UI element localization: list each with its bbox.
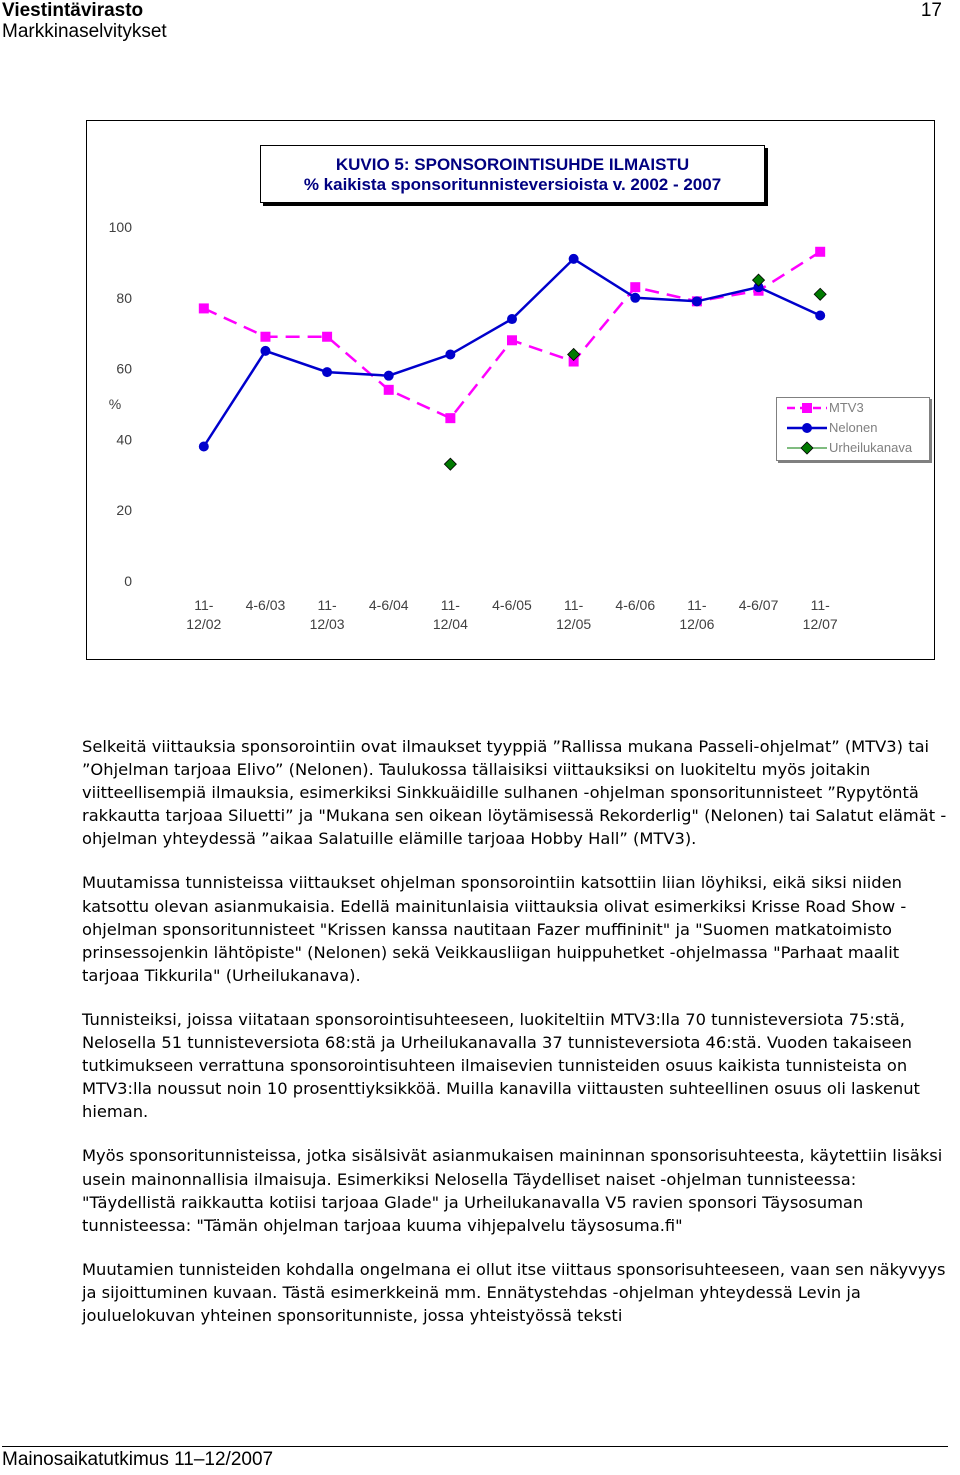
nelonen-point	[569, 254, 579, 264]
nelonen-point	[384, 371, 394, 381]
nelonen-point	[507, 314, 517, 324]
paragraph: Tunnisteiksi, joissa viitataan sponsorointisuhteeseen, luokiteltiin MTV3:lla 70 tunnisteversiota 75:stä, Nelosella 51 tunnisteversiota 68:stä ja Urheilukanavalla 37 tunnisteversiota 46:stä. Vuoden takaiseen tutkimukseen verrattuna sponsorointisuhteen ilmaisevien tunnisteiden osuus kaikista tunnisteista on MTV3:lla noussut noin 10 prosenttiyksikköä. Muilla kanavilla viittausten suhteellinen osuus oli laskenut hieman.	[82, 1009, 920, 1122]
nelonen-series-line	[204, 259, 820, 447]
footer-divider	[2, 1446, 948, 1447]
mtv3-series-line	[204, 252, 820, 418]
mtv3-point	[815, 247, 825, 257]
mtv3-point	[445, 413, 455, 423]
mtv3-point	[260, 332, 270, 342]
mtv3-point	[630, 282, 640, 292]
y-tick-label: 20	[116, 502, 132, 519]
nelonen-point	[815, 311, 825, 321]
organization-name: Viestintävirasto	[2, 0, 144, 21]
x-tick-label: 12/06	[679, 616, 715, 632]
x-tick-label: 4-6/03	[245, 597, 286, 613]
nelonen-marker-icon	[787, 418, 827, 438]
legend-item-urheilukanava	[777, 438, 929, 458]
x-tick-label: 11-	[564, 597, 584, 613]
nelonen-point	[692, 296, 702, 306]
y-tick-label: 0	[124, 573, 132, 589]
paragraph: Selkeitä viittauksia sponsorointiin ovat ilmaukset tyyppiä ”Rallissa mukana Passeli-ohjelmat” (MTV3) tai ”Ohjelman tarjoaa Elivo” (Nelonen). Taulukossa tällaisiksi viittauksiksi on luokiteltu myös joitakin viitteellisempiä ilmauksia, esimerkiksi Sinkkuäidille sulhanen -ohjelman sponsoritunnisteet ”Rypytöntä rakkautta tarjoaa Siluetti” ja "Mukana sen oikean löytämisessä Rekorderlig" (Nelonen) tai Salatut elämät -ohjelman yhteydessä ”aikaa Salatuille elämille tarjoaa Hobby Hall” (MTV3).	[82, 737, 947, 849]
nelonen-point	[199, 441, 209, 451]
mtv3-point	[199, 303, 209, 313]
nelonen-point	[630, 293, 640, 303]
x-tick-label: 12/02	[186, 616, 222, 632]
paragraph: Myös sponsoritunnisteissa, jotka sisälsivät asianmukaisen maininnan sponsorisuhteesta, käytettiin lisäksi usein mainonnallisia ilmaisuja. Esimerkiksi Nelosella Täydelliset naiset -ohjelman tunnisteessa: "Täydellistä raikkautta kotiisi tarjoaa Glade" ja Urheilukanavalla V5 ravien sponsori Täysosuman tunnisteessa: "Tämän ohjelman tarjoaa kuuma vihjepalvelu täysosuma.fi"	[82, 1146, 943, 1235]
x-tick-label: 11-	[687, 597, 707, 613]
x-tick-label: 12/03	[309, 616, 345, 632]
y-tick-label: 40	[116, 431, 132, 448]
chart-title	[260, 145, 765, 203]
x-tick-label: 11-	[810, 597, 830, 613]
x-tick-label: 11-	[440, 597, 460, 613]
x-tick-label: 4-6/04	[368, 597, 409, 613]
x-tick-label: 11-	[317, 597, 337, 613]
x-tick-label: 12/07	[802, 616, 838, 632]
chart-legend	[776, 397, 930, 461]
chart-title-line-2: % kaikista sponsoritunnisteversioista v. 2002 - 2007	[303, 175, 722, 194]
legend-label: Urheilukanava	[829, 440, 913, 455]
nelonen-point	[322, 367, 332, 377]
legend-item-nelonen	[777, 418, 929, 438]
urheilukanava-point	[444, 458, 456, 470]
paragraph: Muutamien tunnisteiden kohdalla ongelmana ei ollut itse viittaus sponsorisuhteeseen, vaan sen näkyvyys ja sijoittuminen kuvaan. Tästä esimerkkeinä mm. Ennätystehdas -ohjelman yhteydessä Levin ja jouluelokuvan yhteinen sponsoritunniste, jossa yhteistyössä teksti	[82, 1259, 946, 1325]
y-tick-label: 60	[116, 360, 132, 377]
x-tick-label: 4-6/07	[738, 597, 779, 613]
mtv3-marker-icon	[787, 398, 827, 418]
nelonen-point	[445, 349, 455, 359]
chart-title-line-1: KUVIO 5: SPONSOROINTISUHDE ILMAISTU	[335, 155, 690, 174]
urheilukanava-marker-icon	[787, 438, 827, 458]
chart-frame	[86, 120, 935, 660]
body-text	[82, 735, 952, 1348]
y-axis-label: %	[108, 396, 122, 412]
x-tick-label: 11-	[194, 597, 214, 613]
page-footer: Mainosaikatutkimus 11–12/2007	[2, 1449, 274, 1470]
legend-label: MTV3	[829, 400, 864, 415]
legend-item-mtv3	[777, 398, 929, 418]
x-tick-label: 12/04	[432, 616, 468, 632]
mtv3-point	[322, 332, 332, 342]
y-tick-label: 80	[116, 289, 132, 306]
mtv3-point	[507, 335, 517, 345]
x-tick-label: 4-6/06	[615, 597, 656, 613]
x-tick-label: 4-6/05	[492, 597, 532, 613]
nelonen-point	[260, 346, 270, 356]
urheilukanava-point	[753, 274, 765, 286]
y-tick-label: 100	[108, 219, 132, 235]
x-tick-label: 12/05	[556, 616, 592, 632]
mtv3-point	[384, 385, 394, 395]
department-name: Markkinaselvitykset	[2, 21, 167, 42]
paragraph: Muutamissa tunnisteissa viittaukset ohjelman sponsorointiin katsottiin liian löyhiksi, eikä siksi niiden katsottu olevan asianmukaisia. Edellä mainitunlaisia viittauksia olivat esimerkiksi Krisse Road Show -ohjelman sponsoritunnisteet "Krissen kanssa nautitaan Fazer muffininit" ja "Suomen matkatoimisto prinsessojenkin lähtöpiste" (Nelonen) sekä Veikkausliigan huippuhetket -ohjelmassa "Parhaat maalit tarjoaa Tikkurila" (Urheilukanava).	[82, 873, 907, 985]
page-number: 17	[920, 0, 942, 21]
legend-label: Nelonen	[829, 420, 878, 435]
urheilukanava-point	[814, 288, 826, 300]
